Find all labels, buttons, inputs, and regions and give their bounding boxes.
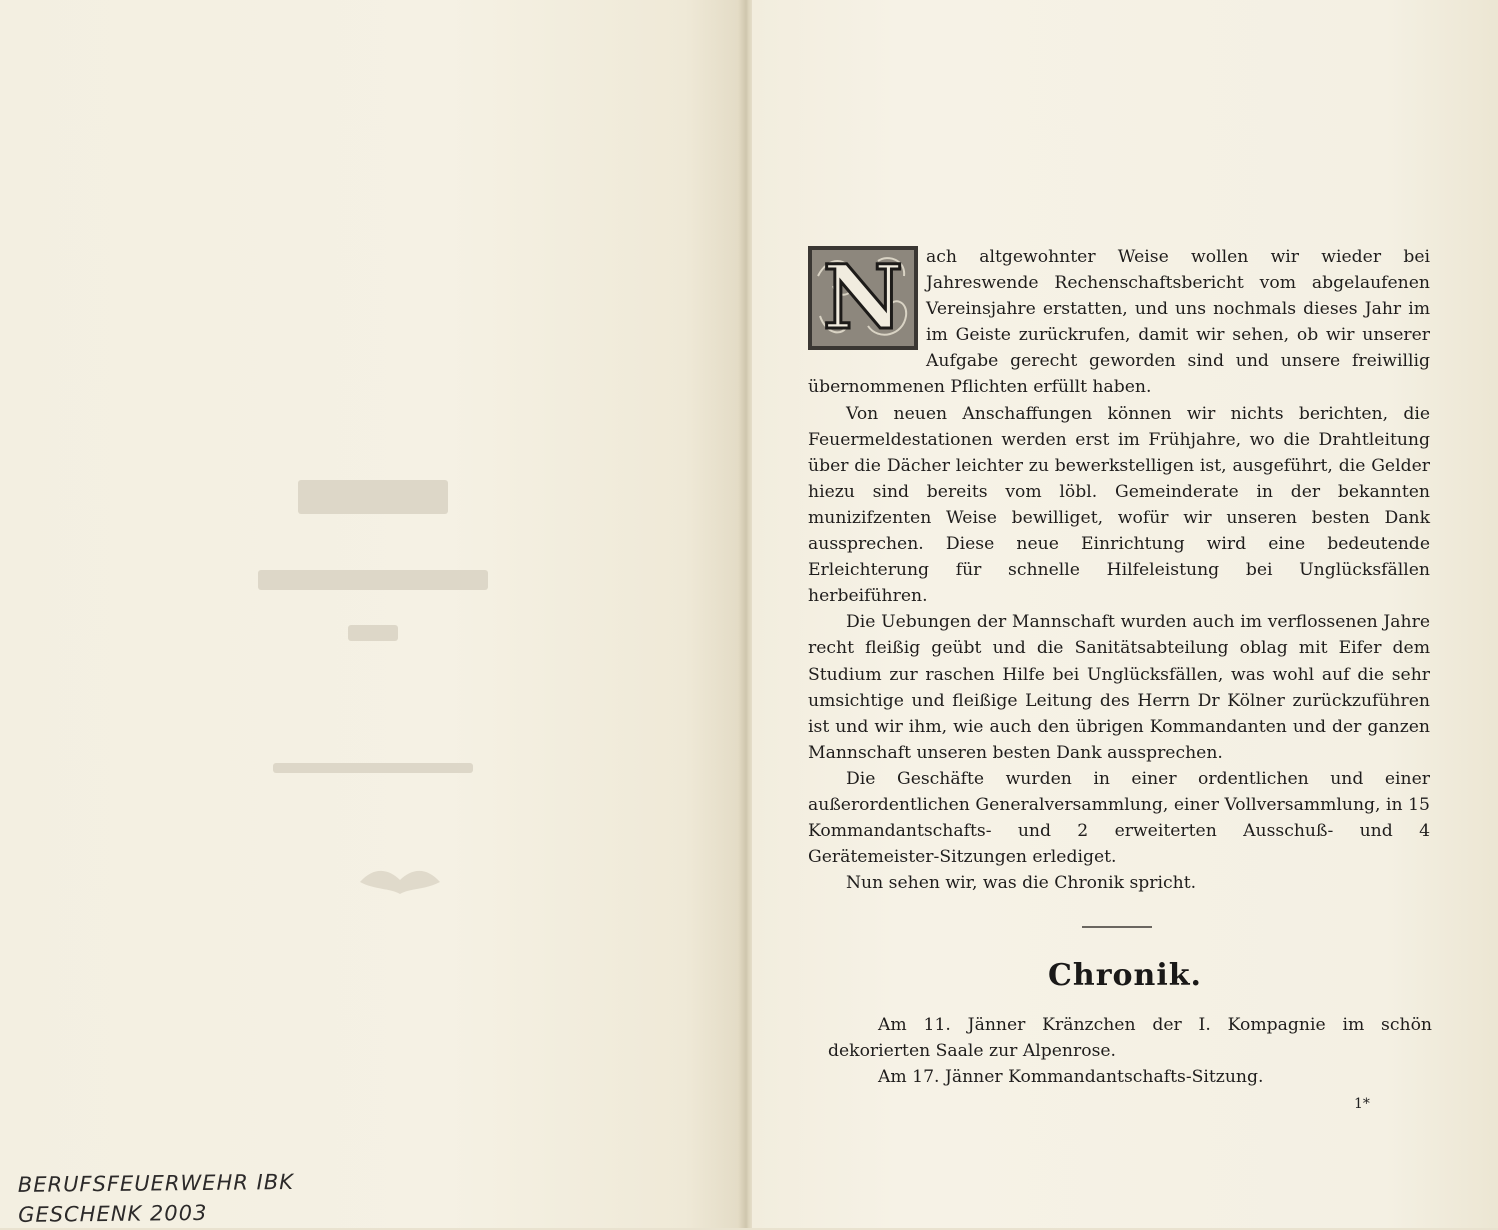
handwritten-line: BERUFSFEUERWEHR IBK: [17, 1169, 295, 1197]
report-paragraph: ach altgewohnter Weise wollen wir wieder bei Jahreswende Rechenschaftsbericht vom abgelaufenen Vereinsjahre erstatten, und uns nochmals dieses Jahr im im Geiste zurückrufen, damit wir sehen, ob wir unserer Aufgabe gerecht geworden sind und unsere freiwillig übernommenen Pflichten erfüllt haben.: [808, 247, 1430, 398]
ornamental-dropcap: [808, 246, 918, 350]
report-paragraph: Von neuen Anschaffungen können wir nichts berichten, die Feuermeldestationen werden erst im Frühjahre, wo die Drahtleitung über die Dächer leichter zu bewerkstelligen ist, ausgeführt, die Gelder hiezu sind bereits vom löbl. Gemeinderate in der bekannten munizifzenten Weise bewilliget, wofür wir unseren besten Dank aussprechen. Diese neue Einrichtung wird eine bedeutende Erleichterung für schnelle Hilfeleistung bei Unglücksfällen herbeiführen.: [808, 403, 1430, 607]
show-through-year: [0, 625, 745, 645]
show-through-ornament-icon: [355, 860, 445, 900]
signature-mark: 1*: [1354, 1096, 1370, 1112]
handwritten-note: [18, 1166, 379, 1230]
right-page: [752, 0, 1498, 1228]
left-page: [0, 0, 745, 1228]
report-body: [808, 244, 1430, 896]
handwritten-line: GESCHENK 2003: [18, 1200, 208, 1227]
svg-text:N: N: [822, 246, 904, 349]
dropcap-n-icon: [808, 246, 918, 350]
report-paragraph: Nun sehen wir, was die Chronik spricht.: [846, 873, 1197, 894]
section-divider: [1082, 926, 1152, 928]
report-paragraph: Die Uebungen der Mannschaft wurden auch im verflossenen Jahre recht fleißig geübt und die Sanitätsabteilung oblag mit Eifer dem Studium zur raschen Hilfe bei Unglücksfällen, was wohl auf die sehr umsichtige und fleißige Leitung des Herrn Dr Kölner zurückzuführen ist und wir ihm, wie auch den übrigen Kommandanten und der ganzen Mannschaft unseren besten Dank aussprechen.: [808, 612, 1430, 763]
section-heading: Chronik.: [1048, 958, 1202, 993]
show-through-title: [0, 480, 745, 520]
chronicle-entry: Am 17. Jänner Kommandantschafts-Sitzung.: [878, 1067, 1264, 1088]
chronicle-list: [828, 1012, 1432, 1090]
report-paragraph: Die Geschäfte wurden in einer ordentlichen und einer außerordentlichen Generalversammlung, einer Vollversammlung, in 15 Kommandantschafts- und 2 erweiterten Ausschuß- und 4 Gerätemeister-Sitzungen erlediget.: [808, 768, 1430, 868]
show-through-subtitle: [0, 570, 745, 600]
chronicle-entry: Am 11. Jänner Kränzchen der I. Kompagnie im schön dekorierten Saale zur Alpenrose.: [828, 1015, 1432, 1062]
show-through-line: [0, 758, 745, 776]
